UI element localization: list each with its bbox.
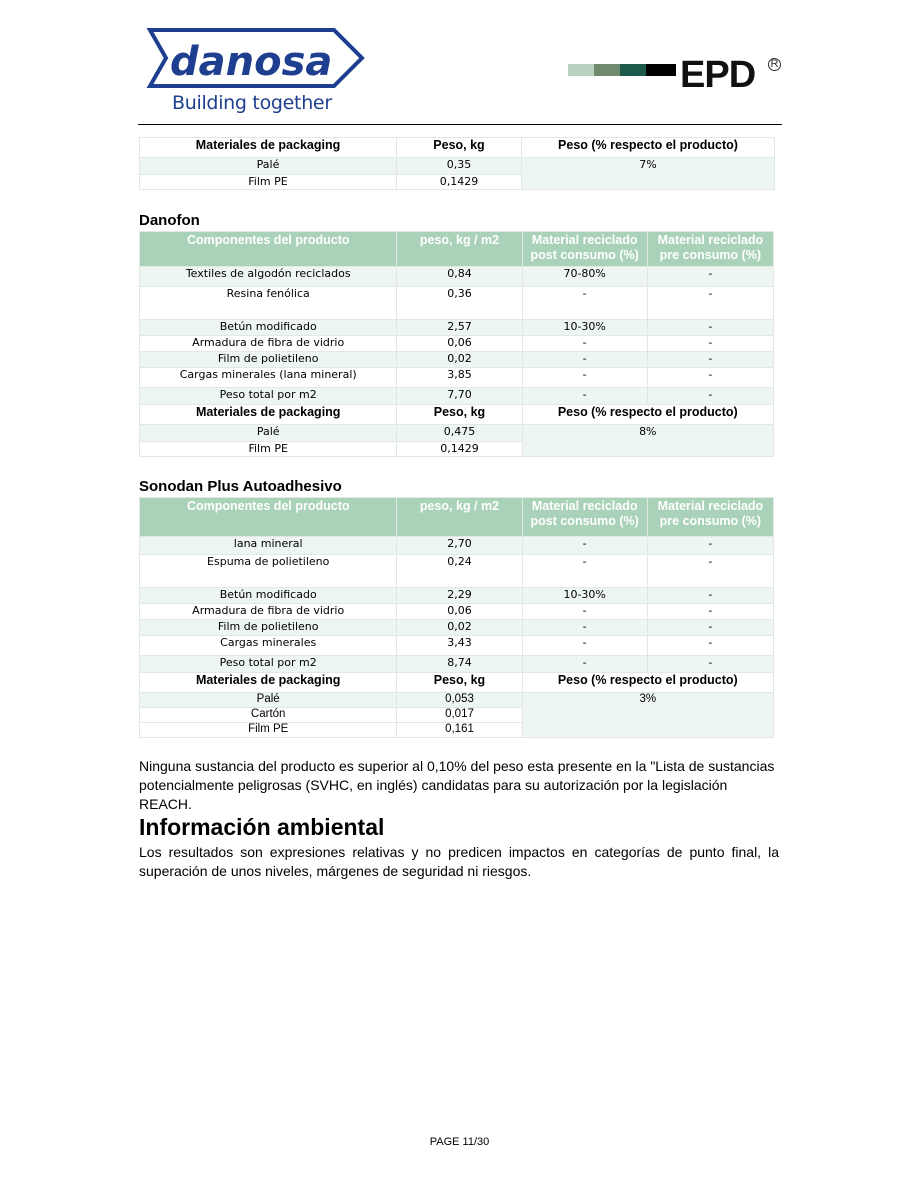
packaging-table-top	[139, 137, 775, 190]
table-cell: -	[647, 320, 773, 336]
table-cell: -	[522, 336, 647, 352]
table-cell: Betún modificado	[140, 588, 397, 604]
table-cell: Peso total por m2	[140, 388, 397, 405]
logo-tagline: Building together	[172, 92, 332, 114]
table-cell: Armadura de fibra de vidrio	[140, 604, 397, 620]
col-header: Peso, kg	[397, 138, 522, 158]
table-cell: -	[522, 656, 647, 673]
table-cell: 3,43	[397, 636, 522, 656]
table-cell: -	[647, 636, 773, 656]
sonodan-table	[139, 497, 774, 738]
svg-text:danosa: danosa	[170, 39, 333, 85]
table-cell: Cartón	[140, 708, 397, 723]
table-cell: -	[522, 537, 647, 555]
table-cell: Film de polietileno	[140, 620, 397, 636]
table-cell: 0,06	[397, 336, 522, 352]
table-cell: 2,70	[397, 537, 522, 555]
table-cell: Film de polietileno	[140, 352, 397, 368]
table-cell: 0,02	[397, 620, 522, 636]
table-cell: -	[522, 620, 647, 636]
col-header: Materiales de packaging	[140, 673, 397, 693]
table-cell: -	[522, 352, 647, 368]
table-cell: Film PE	[140, 723, 397, 738]
table-cell: -	[647, 588, 773, 604]
table-cell: Armadura de fibra de vidrio	[140, 336, 397, 352]
table-cell: 0,161	[397, 723, 522, 738]
col-header: Material reciclado pre consumo (%)	[647, 498, 773, 537]
table-cell: Palé	[140, 158, 397, 175]
table-cell: 7,70	[397, 388, 522, 405]
table-cell: 7%	[522, 158, 775, 190]
table-cell: 8%	[522, 425, 773, 457]
col-header: Material reciclado post consumo (%)	[522, 498, 647, 537]
table-cell: 0,475	[397, 425, 522, 442]
table-cell: Peso total por m2	[140, 656, 397, 673]
table-cell: 2,29	[397, 588, 522, 604]
col-header: Peso, kg	[397, 405, 522, 425]
col-header: Peso (% respecto el producto)	[522, 138, 775, 158]
table-cell: -	[647, 604, 773, 620]
env-text: Los resultados son expresiones relativas y no predicen impactos en categorías de punto final, la superación de unos niveles, márgenes de seguridad ni riesgos.	[139, 844, 779, 879]
env-title: Información ambiental	[139, 814, 385, 840]
table-cell: -	[522, 636, 647, 656]
table-cell: -	[647, 352, 773, 368]
col-header: Componentes del producto	[140, 498, 397, 537]
table-cell: 0,1429	[397, 175, 522, 190]
table-cell: -	[522, 287, 647, 320]
table-cell: -	[522, 388, 647, 405]
table-cell: 0,35	[397, 158, 522, 175]
table-cell: 0,1429	[397, 442, 522, 457]
table-cell: -	[522, 604, 647, 620]
epd-logo	[568, 56, 782, 100]
table-cell: 0,24	[397, 555, 522, 588]
table-cell: -	[647, 656, 773, 673]
table-cell: -	[647, 537, 773, 555]
header-rule	[138, 124, 782, 125]
table-cell: 3,85	[397, 368, 522, 388]
table-cell: -	[647, 368, 773, 388]
table-cell: -	[522, 555, 647, 588]
table-cell: 8,74	[397, 656, 522, 673]
registered-icon: R	[768, 58, 781, 71]
table-cell: 0,36	[397, 287, 522, 320]
col-header: Peso, kg	[397, 673, 522, 693]
danofon-table	[139, 231, 774, 457]
col-header: Peso (% respecto el producto)	[522, 673, 773, 693]
table-cell: -	[647, 287, 773, 320]
table-cell: Betún modificado	[140, 320, 397, 336]
table-cell: -	[647, 388, 773, 405]
table-cell: 0,02	[397, 352, 522, 368]
table-cell: Film PE	[140, 442, 397, 457]
table-cell: Film PE	[140, 175, 397, 190]
table-cell: 0,84	[397, 267, 522, 287]
table-cell: 2,57	[397, 320, 522, 336]
col-header: peso, kg / m2	[397, 498, 522, 537]
section-title-sonodan: Sonodan Plus Autoadhesivo	[139, 478, 342, 495]
table-cell: 10-30%	[522, 588, 647, 604]
col-header: Material reciclado post consumo (%)	[522, 232, 647, 267]
table-cell: 0,06	[397, 604, 522, 620]
section-title-danofon: Danofon	[139, 212, 200, 229]
table-cell: 0,053	[397, 693, 522, 708]
table-cell: Cargas minerales	[140, 636, 397, 656]
table-cell: -	[647, 336, 773, 352]
page-number: PAGE 11/30	[429, 1136, 490, 1148]
table-cell: -	[647, 620, 773, 636]
col-header: Materiales de packaging	[140, 138, 397, 158]
table-cell: -	[647, 555, 773, 588]
col-header: peso, kg / m2	[397, 232, 522, 267]
table-cell: Palé	[140, 425, 397, 442]
epd-text: EPD	[680, 54, 756, 96]
table-cell: 0,017	[397, 708, 522, 723]
table-cell: Palé	[140, 693, 397, 708]
table-cell: lana mineral	[140, 537, 397, 555]
col-header: Componentes del producto	[140, 232, 397, 267]
col-header: Materiales de packaging	[140, 405, 397, 425]
table-cell: -	[647, 267, 773, 287]
table-cell: Cargas minerales (lana mineral)	[140, 368, 397, 388]
table-cell: Espuma de polietileno	[140, 555, 397, 588]
table-cell: 10-30%	[522, 320, 647, 336]
svhc-note: Ninguna sustancia del producto es superior al 0,10% del peso esta presente en la "Lista de sustancias potencialmente peligrosas (SVHC, en inglés) candidatas para su autorización por la legislación REACH.	[139, 758, 775, 812]
table-cell: Resina fenólica	[140, 287, 397, 320]
col-header: Peso (% respecto el producto)	[522, 405, 773, 425]
table-cell: 70-80%	[522, 267, 647, 287]
table-cell: 3%	[522, 693, 773, 738]
col-header: Material reciclado pre consumo (%)	[647, 232, 773, 267]
table-cell: -	[522, 368, 647, 388]
table-cell: Textiles de algodón reciclados	[140, 267, 397, 287]
